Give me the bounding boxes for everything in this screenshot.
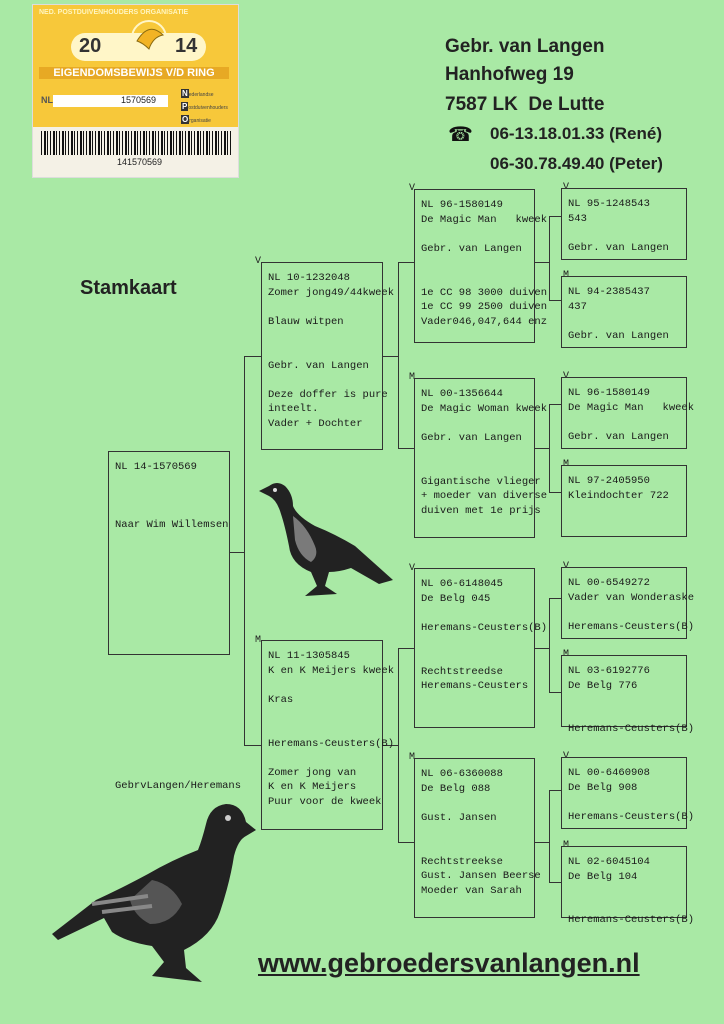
- pedigree-line: NL 11-1305845: [268, 650, 350, 662]
- certificate-barcode-number: 141570569: [117, 157, 163, 167]
- pedigree-line: Kras: [268, 693, 294, 706]
- dd-label: M: [409, 752, 416, 763]
- pedigree-line: GebrvLangen/Heremans: [115, 780, 242, 792]
- pedigree-line: Vader + Dochter: [268, 418, 363, 430]
- sdd-label: M: [563, 459, 570, 470]
- pedigree-line: Gebr. van Langen: [568, 329, 669, 342]
- dds-label: V: [563, 751, 570, 762]
- pedigree-line: Zomer jong49/44kweek: [268, 286, 395, 299]
- pedigree-line: NL 03-6192776: [568, 665, 650, 677]
- pedigree-line: Gebr. van Langen: [268, 359, 369, 372]
- pedigree-line: K en K Meijers: [268, 781, 357, 794]
- pedigree-line: duiven met 1e prijs: [421, 504, 541, 517]
- pigeon-small-icon: [255, 476, 397, 602]
- pedigree-line: Kleindochter 722: [568, 489, 669, 502]
- certificate-org-line: NED. POSTDUIVENHOUDERS ORGANISATIE: [39, 9, 189, 16]
- sss-label: V: [563, 182, 570, 193]
- pedigree-dsd: [561, 655, 695, 736]
- pedigree-line: Blauw witpen: [268, 315, 344, 328]
- pedigree-line: 437: [568, 300, 587, 313]
- pedigree-line: Puur voor de kweek: [268, 796, 382, 808]
- pedigree-line: De Belg 104: [568, 870, 638, 883]
- pedigree-line: De Magic Man kweek: [568, 401, 695, 414]
- telephone-icon: ☎: [448, 124, 473, 146]
- pedigree-line: Heremans-Ceusters(B): [568, 810, 695, 823]
- pedigree-line: Vader van Wonderaske: [568, 591, 695, 604]
- pedigree-line: Moeder van Sarah: [421, 884, 522, 897]
- pedigree-line: Gebr. van Langen: [568, 430, 669, 443]
- pedigree-line: 1e CC 98 3000 duiven: [421, 286, 548, 299]
- pedigree-line: + moeder van diverse: [421, 490, 548, 503]
- pedigree-dds: [561, 757, 695, 829]
- ddd-label: M: [563, 840, 570, 851]
- certificate-year-right: 14: [175, 35, 198, 57]
- ds-label: V: [409, 563, 416, 574]
- pedigree-line: Gigantische vlieger: [421, 475, 541, 488]
- pedigree-line: NL 96-1580149: [421, 199, 503, 211]
- pedigree-line: NL 00-6549272: [568, 577, 650, 589]
- npo-line-n: Nederlandse: [182, 89, 214, 98]
- npo-line-p: Postduivenhouders: [182, 102, 228, 111]
- breeder-street: Hanhofweg 19: [445, 64, 574, 85]
- npo-line-o: Organisatie: [182, 115, 211, 124]
- page-title: Stamkaart: [80, 277, 177, 299]
- certificate-title: EIGENDOMSBEWIJS V/D RING: [39, 67, 229, 79]
- pedigree-line: NL 14-1570569: [115, 461, 197, 473]
- barcode: [41, 131, 231, 155]
- pedigree-line: De Magic Man kweek: [421, 213, 548, 226]
- pedigree-line: Vader046,047,644 enz: [421, 315, 548, 328]
- pedigree-line: 543: [568, 212, 587, 225]
- pedigree-line: NL 00-1356644: [421, 388, 503, 400]
- certificate-year-left: 20: [79, 35, 102, 57]
- pedigree-line: Gust. Jansen: [421, 811, 497, 824]
- pedigree-line: NL 10-1232048: [268, 272, 350, 284]
- certificate-country: NL: [41, 95, 53, 105]
- pedigree-sire-dam: [414, 378, 548, 538]
- npo-logo-icon: [119, 15, 179, 61]
- pedigree-sire: [261, 262, 395, 450]
- pigeon-large-icon: [52, 800, 262, 986]
- dss-label: V: [563, 561, 570, 572]
- ssd-label: M: [563, 270, 570, 281]
- pedigree-line: De Magic Woman kweek: [421, 402, 548, 415]
- breeder-city: 7587 LK De Lutte: [445, 94, 605, 115]
- pedigree-line: Naar Wim Willemsen: [115, 519, 229, 531]
- pedigree-sdd: [561, 465, 687, 537]
- pedigree-line: De Belg 045: [421, 592, 491, 605]
- breeder-name: Gebr. van Langen: [445, 36, 605, 57]
- pedigree-ddd: [561, 846, 695, 927]
- dam-label: M: [255, 635, 262, 646]
- pedigree-line: Heremans-Ceusters(B): [268, 737, 395, 750]
- pedigree-line: NL 95-1248543: [568, 198, 650, 210]
- ss-label: V: [409, 183, 416, 194]
- pedigree-dam-sire: [414, 568, 548, 728]
- pedigree-line: Deze doffer is pure: [268, 388, 388, 401]
- pedigree-line: De Belg 088: [421, 782, 491, 795]
- pedigree-line: 1e CC 99 2500 duiven: [421, 301, 548, 314]
- pedigree-line: Rechtstreedse: [421, 665, 503, 678]
- pedigree-line: NL 00-6460908: [568, 767, 650, 779]
- pedigree-line: NL 96-1580149: [568, 387, 650, 399]
- dsd-label: M: [563, 649, 570, 660]
- pedigree-dss: [561, 567, 695, 639]
- sire-label: V: [255, 256, 262, 267]
- pedigree-line: De Belg 776: [568, 679, 638, 692]
- certificate-ring-number: 1570569: [121, 95, 157, 105]
- website-link[interactable]: www.gebroedersvanlangen.nl: [258, 948, 640, 978]
- pedigree-line: Gebr. van Langen: [421, 431, 522, 444]
- pedigree-line: De Belg 908: [568, 781, 638, 794]
- pedigree-dam: [261, 640, 395, 830]
- pedigree-line: Heremans-Ceusters(B): [568, 620, 695, 633]
- pedigree-line: Gust. Jansen Beerse: [421, 870, 541, 883]
- pedigree-ssd: [561, 276, 687, 348]
- ring-certificate: [32, 4, 239, 178]
- pedigree-line: K en K Meijers kweek: [268, 664, 395, 677]
- pedigree-line: NL 94-2385437: [568, 286, 650, 298]
- pedigree-line: Rechtstreekse: [421, 855, 503, 868]
- pedigree-line: Heremans-Ceusters: [421, 680, 529, 693]
- pedigree-dam-dam: [414, 758, 541, 918]
- pedigree-line: Gebr. van Langen: [421, 242, 522, 255]
- pedigree-subject: [108, 451, 242, 792]
- pedigree-line: NL 02-6045104: [568, 856, 650, 868]
- pedigree-line: Gebr. van Langen: [568, 241, 669, 254]
- pedigree-line: Heremans-Ceusters(B): [421, 621, 548, 634]
- pedigree-line: NL 97-2405950: [568, 475, 650, 487]
- phone-rene: 06-13.18.01.33 (René): [490, 124, 662, 143]
- pedigree-line: Zomer jong van: [268, 766, 357, 779]
- pedigree-sds: [561, 377, 695, 449]
- pedigree-line: Heremans-Ceusters(B): [568, 914, 695, 927]
- pedigree-line: NL 06-6148045: [421, 578, 503, 590]
- sd-label: M: [409, 372, 416, 383]
- pedigree-sss: [561, 188, 687, 260]
- sds-label: V: [563, 371, 570, 382]
- pedigree-line: NL 06-6360088: [421, 768, 503, 780]
- pedigree-line: inteelt.: [268, 403, 319, 416]
- pedigree-sire-sire: [414, 189, 548, 343]
- pedigree-line: Heremans-Ceusters(B): [568, 723, 695, 736]
- phone-peter: 06-30.78.49.40 (Peter): [490, 154, 663, 173]
